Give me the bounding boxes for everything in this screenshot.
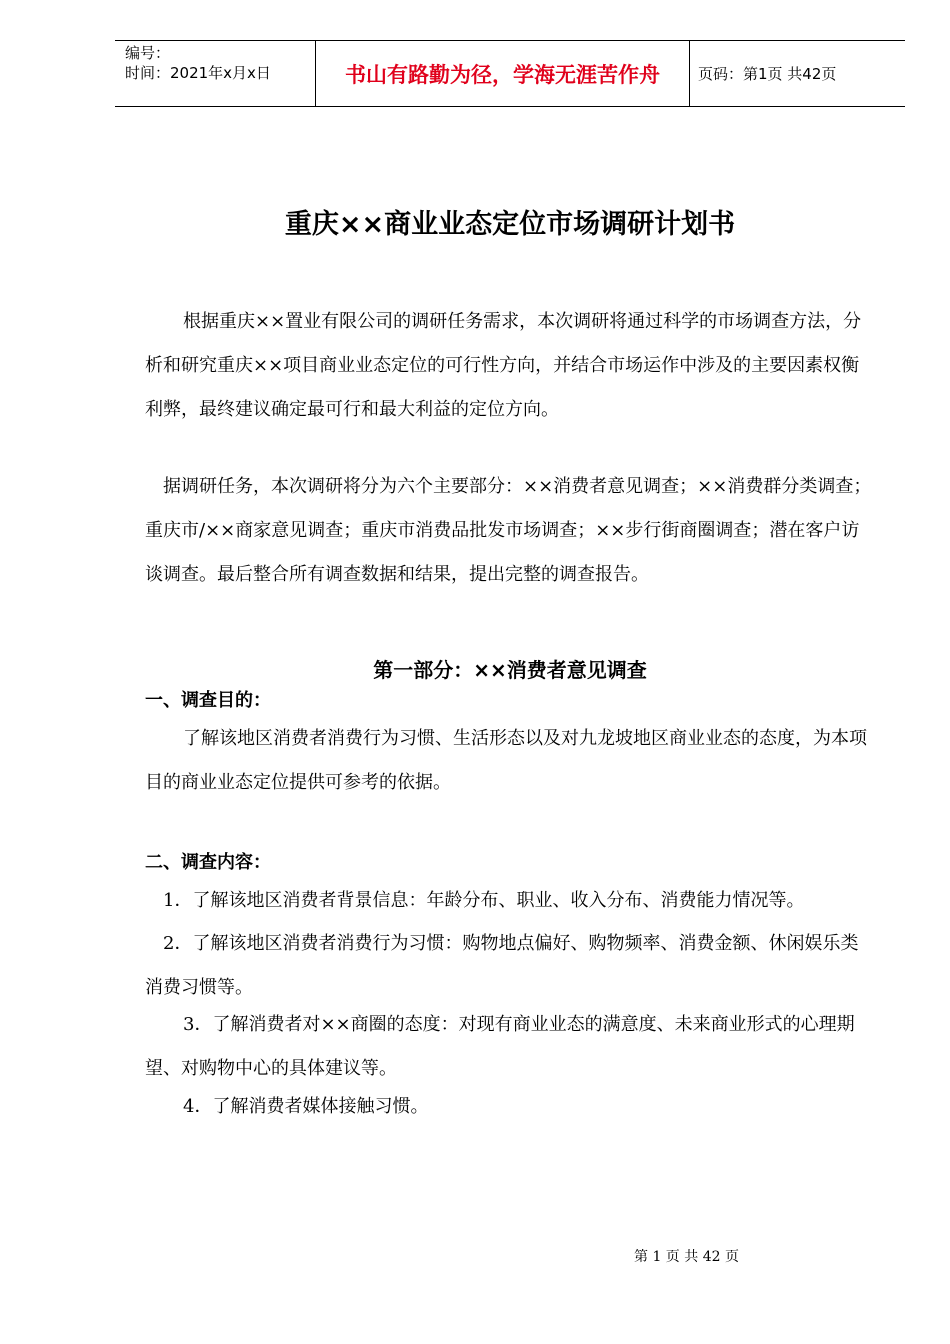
number-label: 编号：: [125, 44, 171, 62]
list-item: 2．了解该地区消费者消费行为习惯：购物地点偏好、购物频率、消费金额、休闲娱乐类消费习惯等。: [145, 933, 859, 998]
list-item: 1．了解该地区消费者背景信息：年龄分布、职业、收入分布、消费能力情况等。: [163, 890, 805, 911]
page-header: [115, 40, 905, 107]
list-item: 4．了解消费者媒体接触习惯。: [183, 1096, 429, 1117]
page-footer: 第 1 页 共 42 页: [634, 1249, 739, 1265]
intro-paragraph-2: 据调研任务，本次调研将分为六个主要部分：××消费者意见调查；××消费群分类调查；重庆市/××商家意见调查；重庆市消费品批发市场调查；××步行街商圈调查；潜在客户访谈调查。最后整合所有调查数据和结果，提出完整的调查报告。: [145, 476, 872, 585]
header-motto: 书山有路勤为径，学海无涯苦作舟: [316, 41, 690, 106]
time-label: 时间：2021年x月x日: [125, 64, 271, 82]
list-item: 3．了解消费者对××商圈的态度：对现有商业业态的满意度、未来商业形式的心理期望、对购物中心的具体建议等。: [145, 1014, 855, 1079]
section-title: 第一部分：××消费者意见调查: [373, 658, 647, 682]
heading-purpose: 一、调查目的：: [145, 690, 271, 711]
header-page-number: 页码：第1页 共42页: [698, 65, 837, 83]
intro-paragraph-1: 根据重庆××置业有限公司的调研任务需求，本次调研将通过科学的市场调查方法，分析和研究重庆××项目商业业态定位的可行性方向，并结合市场运作中涉及的主要因素权衡利弊，最终建议确定最可行和最大利益的定位方向。: [145, 311, 862, 420]
heading-content: 二、调查内容：: [145, 852, 271, 873]
header-info-cell: [115, 41, 316, 106]
purpose-paragraph: 了解该地区消费者消费行为习惯、生活形态以及对九龙坡地区商业业态的态度，为本项目的商业业态定位提供可参考的依据。: [145, 728, 867, 793]
document-title: 重庆××商业业态定位市场调研计划书: [284, 209, 736, 240]
